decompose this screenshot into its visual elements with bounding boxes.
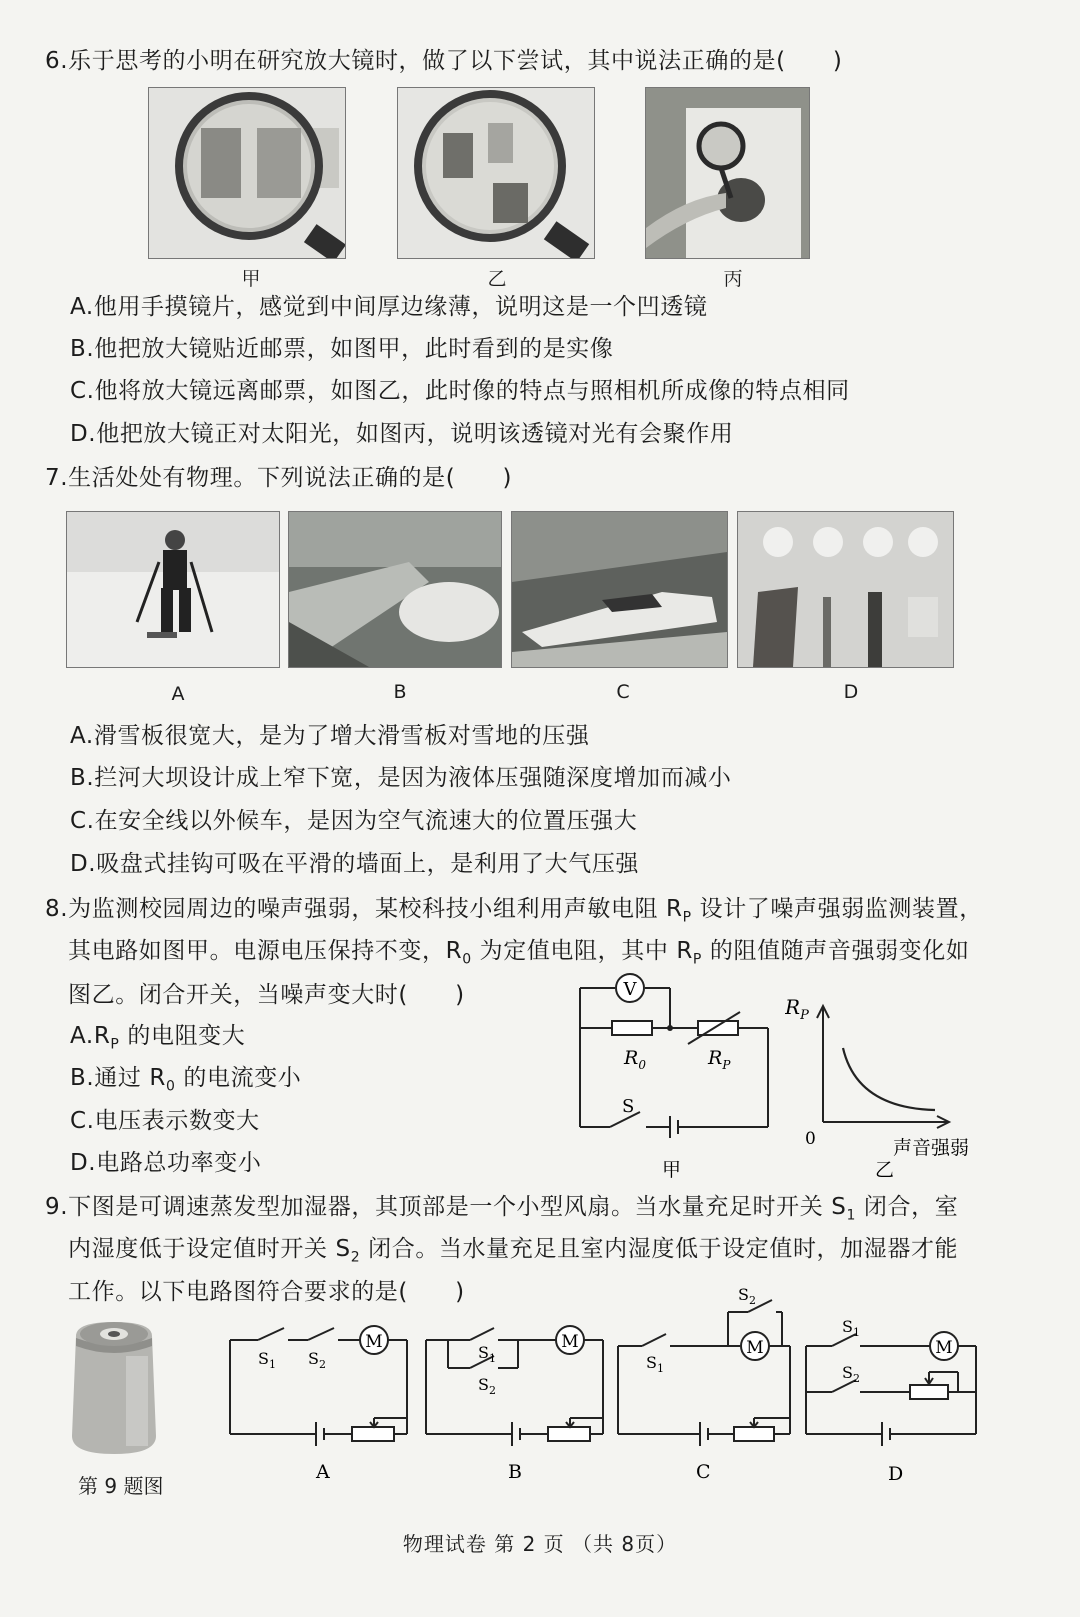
q7-option-c: C.在安全线以外候车，是因为空气流速大的位置压强大 (70, 808, 638, 834)
q9-figure-caption: 第 9 题图 (78, 1474, 164, 1498)
q9-stem-line1: 9.下图是可调速蒸发型加湿器，其顶部是一个小型风扇。当水量充足时开关 $S_1$ 闭合，室 (45, 1194, 959, 1224)
q7-option-d: D.吸盘式挂钩可吸在平滑的墙面上，是利用了大气压强 (70, 851, 640, 877)
q9-caption-d: D (888, 1463, 904, 1484)
q8-graph-yi (785, 990, 985, 1185)
page-footer: 物理试卷 第 2 页 （共 8页） (402, 1532, 678, 1556)
q7-photo-skier (66, 511, 280, 668)
svg-text:S2: $S_2$ (842, 1363, 860, 1385)
svg-text:M: M (935, 1338, 953, 1358)
q9-caption-b: B (508, 1461, 522, 1483)
q9-caption-a: A (316, 1461, 330, 1483)
q7-stem: 7.生活处处有物理。下列说法正确的是( ) (45, 465, 513, 491)
switch-label: S (622, 1096, 635, 1117)
q9-stem-line3: 工作。以下电路图符合要求的是( ) (68, 1279, 465, 1305)
q6-option-c: C.他将放大镜远离邮票，如图乙，此时像的特点与照相机所成像的特点相同 (70, 378, 850, 404)
voltmeter-label: V (623, 979, 637, 1000)
graph-ylabel: $R_P$ (785, 995, 809, 1023)
q6-photo-bing (645, 87, 810, 259)
q7-photo-train (511, 511, 728, 668)
q6-caption-bing: 丙 (723, 268, 743, 290)
q7-option-b: B.拦河大坝设计成上窄下宽，是因为液体压强随深度增加而减小 (70, 765, 732, 791)
q7-photo-dam (288, 511, 502, 668)
q9-circuit-a (222, 1318, 417, 1483)
graph-xlabel: 声音强弱 (893, 1137, 970, 1159)
q9-circuit-c (610, 1286, 805, 1483)
q6-option-d: D.他把放大镜正对太阳光，如图丙，说明该透镜对光有会聚作用 (70, 421, 734, 447)
svg-text:M: M (561, 1332, 579, 1352)
q9-stem-line2: 内湿度低于设定值时开关 $S_2$ 闭合。当水量充足且室内湿度低于设定值时，加湿器才能 (68, 1236, 959, 1266)
svg-text:S1: $S_1$ (646, 1353, 664, 1375)
q9-circuit-b (418, 1318, 613, 1483)
graph-caption: 乙 (875, 1159, 895, 1181)
q8-option-d: D.电路总功率变小 (70, 1150, 262, 1176)
r0-label: $R_0$ (624, 1047, 646, 1072)
humidifier-image (66, 1316, 162, 1458)
q8-circuit-jia (570, 972, 780, 1182)
svg-text:S2: $S_2$ (478, 1375, 496, 1397)
circuit-caption: 甲 (662, 1159, 682, 1181)
q7-option-a: A.滑雪板很宽大，是为了增大滑雪板对雪地的压强 (70, 723, 590, 749)
q7-photo-hooks (737, 511, 954, 668)
q6-photo-yi (397, 87, 595, 259)
svg-text:S1: $S_1$ (842, 1317, 860, 1339)
q8-option-c: C.电压表示数变大 (70, 1108, 260, 1134)
q6-option-b: B.他把放大镜贴近邮票，如图甲，此时看到的是实像 (70, 336, 614, 362)
q7-caption-d: D (843, 681, 859, 703)
q6-option-a: A.他用手摸镜片，感觉到中间厚边缘薄，说明这是一个凹透镜 (70, 294, 708, 320)
q6-photo-jia (148, 87, 346, 259)
rp-label: $R_P$ (708, 1047, 731, 1072)
svg-text:M: M (746, 1338, 764, 1358)
q9-circuit-d (798, 1316, 993, 1484)
svg-text:S2: $S_2$ (308, 1349, 326, 1371)
q7-caption-c: C (616, 681, 630, 703)
q8-stem-line3: 图乙。闭合开关，当噪声变大时( ) (68, 982, 465, 1008)
q8-stem-line1: 8.为监测校园周边的噪声强弱，某校科技小组利用声敏电阻 $R_P$ 设计了噪声强弱监测装置， (45, 896, 983, 926)
svg-text:M: M (365, 1332, 383, 1352)
q6-caption-jia: 甲 (241, 268, 261, 290)
graph-origin: 0 (805, 1129, 816, 1149)
q7-caption-b: B (393, 681, 407, 703)
q6-stem: 6.乐于思考的小明在研究放大镜时，做了以下尝试，其中说法正确的是( ) (45, 48, 843, 74)
svg-text:S2: $S_2$ (738, 1286, 756, 1307)
svg-text:S1: $S_1$ (258, 1349, 276, 1371)
q7-caption-a: A (171, 683, 185, 705)
svg-text:S1: $S_1$ (478, 1343, 496, 1365)
q8-option-a: $A.R_P$ 的电阻变大 (70, 1023, 246, 1053)
q8-option-b: B.通过 $R_0$ 的电流变小 (70, 1065, 302, 1095)
q8-stem-line2: 其电路如图甲。电源电压保持不变，$R_0$ 为定值电阻，其中 $R_P$ 的阻值随声音强弱变化如 (68, 938, 970, 968)
q9-caption-c: C (696, 1461, 711, 1483)
q6-caption-yi: 乙 (487, 268, 507, 290)
